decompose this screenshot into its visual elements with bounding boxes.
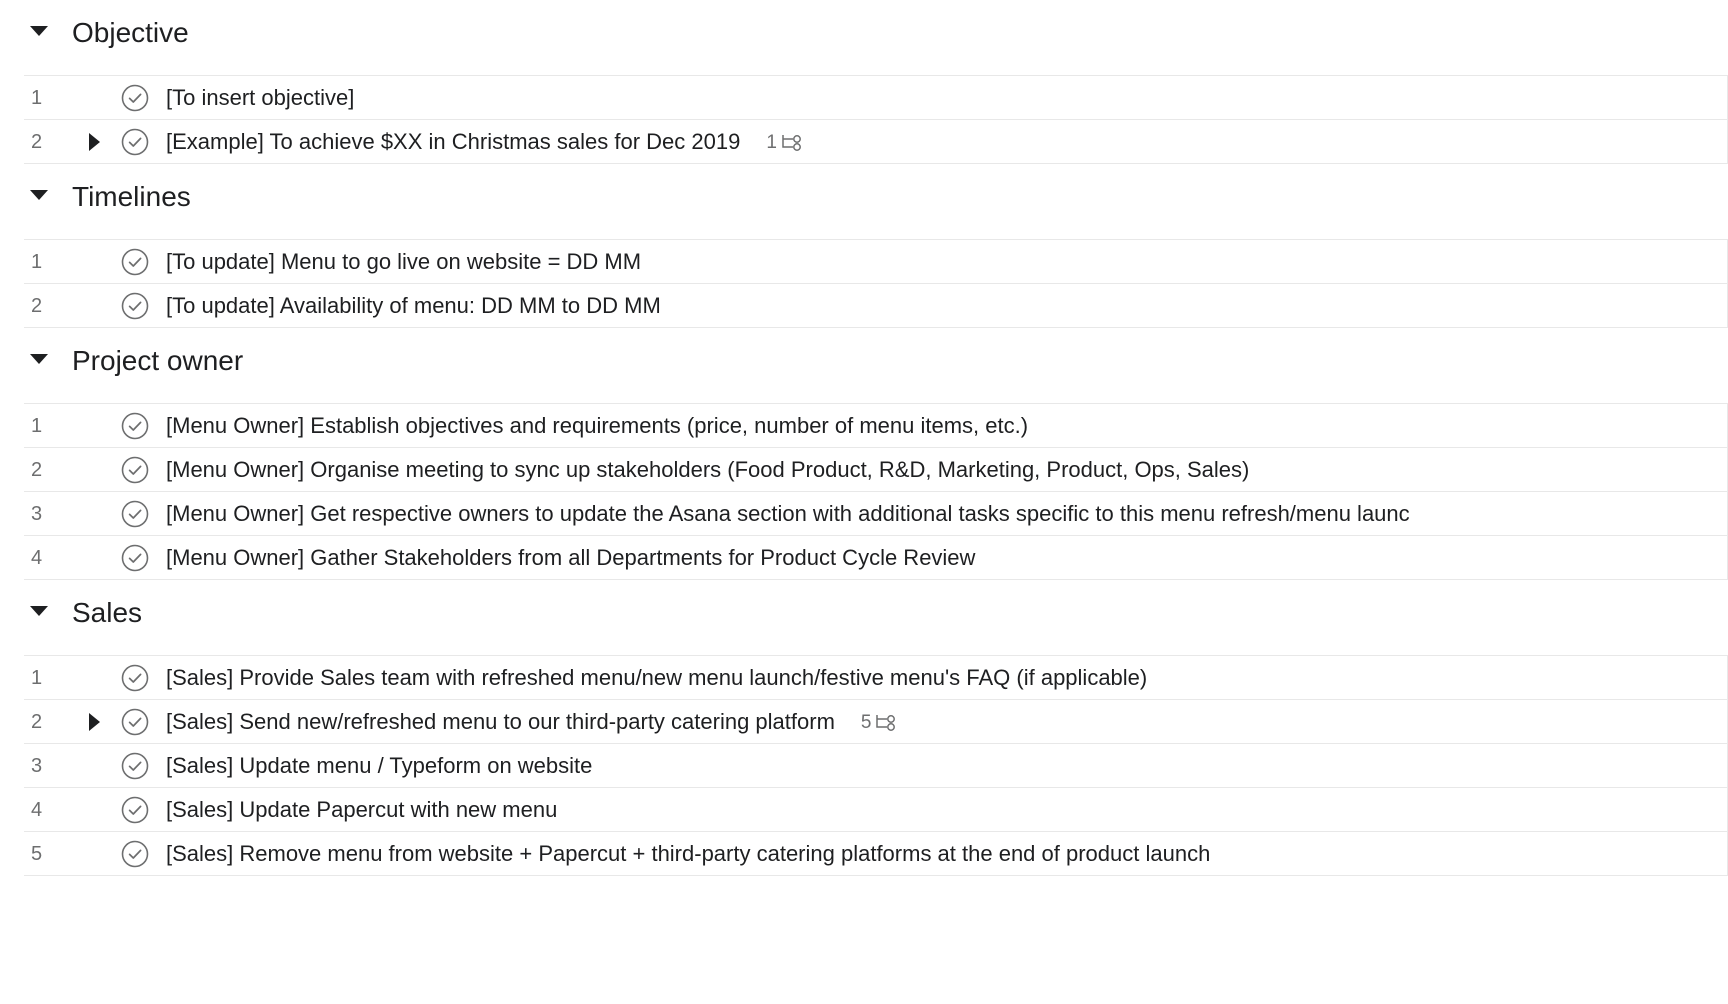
task-name[interactable]: [166, 797, 557, 823]
task-row[interactable]: [24, 284, 1728, 328]
task-name[interactable]: [166, 753, 592, 779]
row-number: 2: [31, 459, 43, 481]
check-circle-icon[interactable]: [121, 500, 149, 528]
section-header[interactable]: [24, 328, 1728, 404]
task-name[interactable]: [166, 457, 1249, 483]
row-number: 4: [31, 547, 43, 569]
task-name[interactable]: [166, 545, 975, 571]
task-name-text[interactable]: [Menu Owner] Gather Stakeholders from all Departments for Product Cycle Review: [166, 545, 976, 570]
check-circle-icon[interactable]: [121, 752, 149, 780]
subtask-icon: [871, 712, 897, 733]
section-header[interactable]: [24, 0, 1728, 76]
check-circle-icon[interactable]: [121, 840, 149, 868]
task-name-text[interactable]: [Sales] Provide Sales team with refreshed menu/new menu launch/festive menu's FAQ (if applicable): [166, 665, 1148, 690]
task-name-text[interactable]: [Sales] Update Papercut with new menu: [166, 797, 558, 822]
row-number: 1: [31, 87, 43, 109]
task-name-text[interactable]: [Menu Owner] Establish objectives and requirements (price, number of menu items, etc.): [166, 413, 1029, 438]
section-title[interactable]: Project owner: [72, 345, 244, 376]
task-row[interactable]: [24, 788, 1728, 832]
task-name-text[interactable]: [To insert objective]: [166, 85, 355, 110]
task-row[interactable]: [24, 76, 1728, 120]
task-name[interactable]: [166, 413, 1028, 439]
task-name-text[interactable]: [Menu Owner] Organise meeting to sync up stakeholders (Food Product, R&D, Marketing, Product, Ops, Sales): [166, 457, 1250, 482]
section-title[interactable]: Sales: [72, 597, 143, 628]
task-name-text[interactable]: [Sales] Send new/refreshed menu to our third-party catering platform: [166, 709, 835, 734]
section-header[interactable]: [24, 580, 1728, 656]
subtask-count-value: 1: [766, 132, 777, 153]
caret-right-icon[interactable]: [89, 133, 100, 151]
check-circle-icon[interactable]: [121, 412, 149, 440]
task-row[interactable]: [24, 656, 1728, 700]
caret-down-icon[interactable]: [30, 26, 48, 36]
check-circle-icon[interactable]: [121, 708, 149, 736]
task-name-text[interactable]: [Menu Owner] Get respective owners to update the Asana section with additional tasks specific to this menu refresh/menu launc: [166, 501, 1410, 526]
task-name[interactable]: [166, 129, 803, 156]
task-name[interactable]: [166, 709, 897, 736]
caret-down-icon[interactable]: [30, 606, 48, 616]
section-timelines: [0, 164, 1728, 328]
caret-down-icon[interactable]: [30, 190, 48, 200]
section-title[interactable]: Timelines: [72, 181, 191, 212]
subtask-count[interactable]: [861, 710, 898, 736]
check-circle-icon[interactable]: [121, 456, 149, 484]
task-row[interactable]: [24, 404, 1728, 448]
section-title[interactable]: Objective: [72, 17, 189, 48]
row-number: 3: [31, 503, 43, 525]
task-row[interactable]: [24, 832, 1728, 876]
task-name-text[interactable]: [Sales] Remove menu from website + Papercut + third-party catering platforms at the end of product launch: [166, 841, 1211, 866]
row-number: 2: [31, 295, 43, 317]
task-name-text[interactable]: [Example] To achieve $XX in Christmas sales for Dec 2019: [166, 129, 741, 154]
section-objective: [0, 0, 1728, 164]
subtask-count-value: 5: [860, 712, 872, 733]
row-number: 1: [31, 251, 43, 273]
task-name-text[interactable]: [Sales] Update menu / Typeform on website: [166, 753, 593, 778]
task-row[interactable]: [24, 700, 1728, 744]
task-name[interactable]: [166, 841, 1210, 867]
section-sales: [0, 580, 1728, 876]
task-row[interactable]: [24, 120, 1728, 164]
section-project-owner: [0, 328, 1728, 580]
task-name[interactable]: [166, 501, 1410, 527]
row-number: 1: [31, 667, 43, 689]
task-name-text[interactable]: [To update] Availability of menu: DD MM to DD MM: [166, 293, 661, 318]
check-circle-icon[interactable]: [121, 796, 149, 824]
caret-right-icon[interactable]: [89, 713, 100, 731]
row-number: 4: [31, 799, 43, 821]
task-name[interactable]: [166, 249, 641, 275]
task-name[interactable]: [166, 665, 1147, 691]
task-row[interactable]: [24, 744, 1728, 788]
check-circle-icon[interactable]: [121, 544, 149, 572]
check-circle-icon[interactable]: [121, 248, 149, 276]
task-name[interactable]: [166, 293, 661, 319]
subtask-icon: [777, 132, 803, 153]
row-number: 2: [31, 131, 43, 153]
caret-down-icon[interactable]: [30, 354, 48, 364]
check-circle-icon[interactable]: [121, 292, 149, 320]
section-header[interactable]: [24, 164, 1728, 240]
task-row[interactable]: [24, 240, 1728, 284]
task-row[interactable]: [24, 448, 1728, 492]
task-row[interactable]: [24, 492, 1728, 536]
check-circle-icon[interactable]: [121, 664, 149, 692]
check-circle-icon[interactable]: [121, 84, 149, 112]
row-number: 2: [31, 711, 43, 733]
check-circle-icon[interactable]: [121, 128, 149, 156]
row-number: 3: [31, 755, 43, 777]
row-number: 5: [31, 843, 43, 865]
row-number: 1: [31, 415, 43, 437]
task-name[interactable]: [166, 85, 354, 111]
task-row[interactable]: [24, 536, 1728, 580]
task-name-text[interactable]: [To update] Menu to go live on website = DD MM: [166, 249, 642, 274]
subtask-count[interactable]: [766, 130, 803, 156]
